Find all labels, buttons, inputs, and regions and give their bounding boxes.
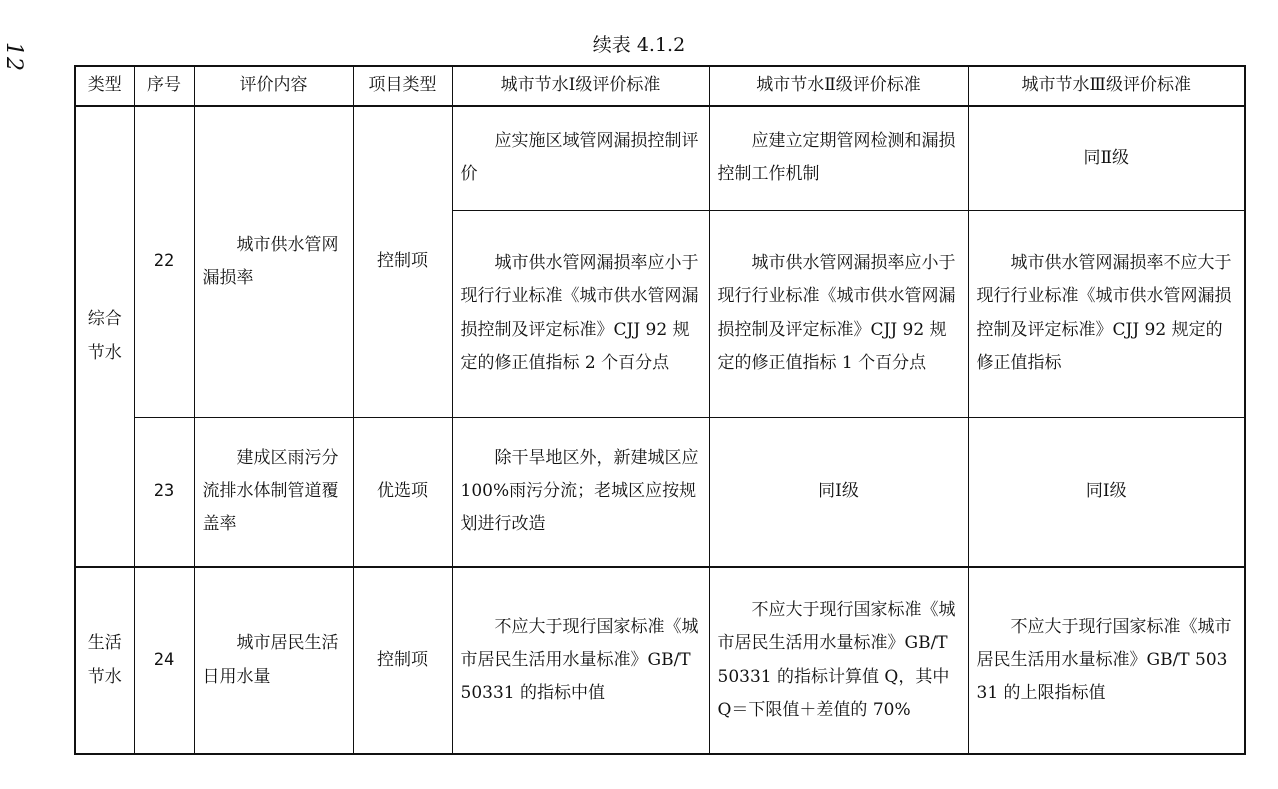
level-3-criterion: 同Ⅰ级: [968, 417, 1245, 567]
level-3-criterion: 城市供水管网漏损率不应大于现行行业标准《城市供水管网漏损控制及评定标准》CJJ 92 规定的修正值指标: [968, 210, 1245, 417]
header-category: 类型: [75, 66, 134, 106]
header-level-3: 城市节水Ⅲ级评价标准: [968, 66, 1245, 106]
level-1-criterion: 不应大于现行国家标准《城市居民生活用水量标准》GB/T 50331 的指标中值: [452, 567, 709, 754]
level-1-criterion: 城市供水管网漏损率应小于现行行业标准《城市供水管网漏损控制及评定标准》CJJ 92 规定的修正值指标 2 个百分点: [452, 210, 709, 417]
table-row: [75, 567, 1245, 754]
table-row: [75, 106, 1245, 210]
level-1-criterion: 除干旱地区外，新建城区应 100%雨污分流；老城区应按规划进行改造: [452, 417, 709, 567]
level-2-criterion: 同Ⅰ级: [709, 417, 968, 567]
level-3-criterion: 不应大于现行国家标准《城市居民生活用水量标准》GB/T 50331 的上限指标值: [968, 567, 1245, 754]
evaluation-content: 城市居民生活日用水量: [194, 567, 353, 754]
level-2-criterion: 不应大于现行国家标准《城市居民生活用水量标准》GB/T 50331 的指标计算值 Q，其中 Q＝下限值＋差值的 70%: [709, 567, 968, 754]
item-type: 优选项: [353, 417, 452, 567]
header-level-2: 城市节水Ⅱ级评价标准: [709, 66, 968, 106]
header-number: 序号: [134, 66, 194, 106]
header-content: 评价内容: [194, 66, 353, 106]
row-number: 24: [134, 567, 194, 754]
item-type: 控制项: [353, 106, 452, 417]
category-cell: 综合 节水: [75, 106, 134, 567]
evaluation-standards-table: [74, 65, 1246, 755]
level-3-criterion: 同Ⅱ级: [968, 106, 1245, 210]
table-caption: 续表 4.1.2: [592, 34, 686, 56]
page-number: 12: [1, 42, 26, 72]
level-1-criterion: 应实施区域管网漏损控制评价: [452, 106, 709, 210]
level-2-criterion: 城市供水管网漏损率应小于现行行业标准《城市供水管网漏损控制及评定标准》CJJ 92 规定的修正值指标 1 个百分点: [709, 210, 968, 417]
evaluation-content: 城市供水管网漏损率: [194, 106, 353, 417]
header-level-1: 城市节水Ⅰ级评价标准: [452, 66, 709, 106]
row-number: 23: [134, 417, 194, 567]
category-cell: 生活 节水: [75, 567, 134, 754]
item-type: 控制项: [353, 567, 452, 754]
level-2-criterion: 应建立定期管网检测和漏损控制工作机制: [709, 106, 968, 210]
row-number: 22: [134, 106, 194, 417]
header-row: [75, 66, 1245, 106]
evaluation-content: 建成区雨污分流排水体制管道覆盖率: [194, 417, 353, 567]
table-row: [75, 417, 1245, 567]
header-item-type: 项目类型: [353, 66, 452, 106]
